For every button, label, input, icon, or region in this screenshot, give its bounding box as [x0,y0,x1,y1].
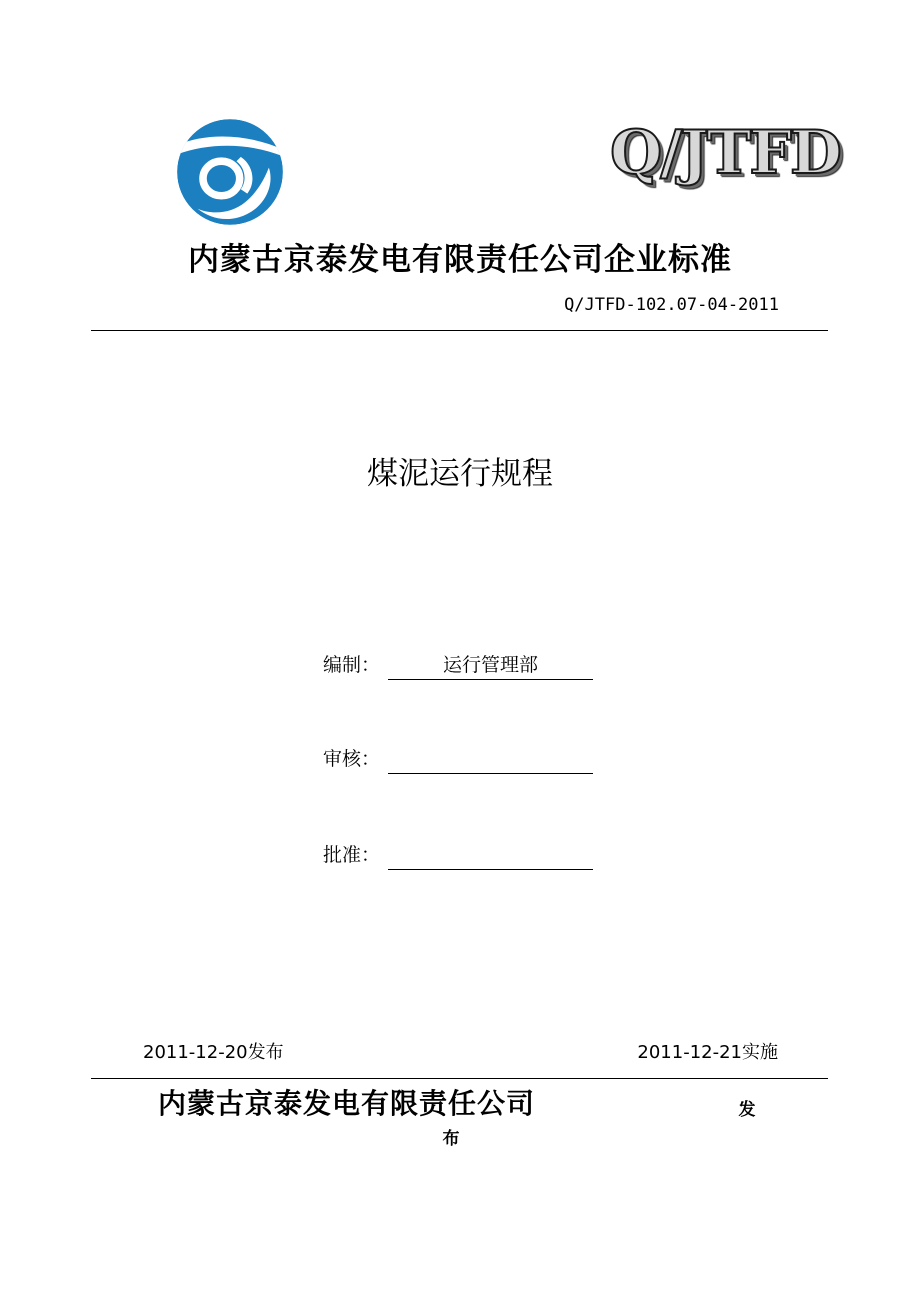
signature-field [388,744,593,774]
signature-label: 编制： [323,654,381,676]
signature-field: 运行管理部 [388,650,593,680]
header-divider [91,330,828,331]
footer-divider [91,1078,828,1079]
standard-mark: Q/JTFD [610,118,840,188]
publisher-name: 内蒙古京泰发电有限责任公司 [158,1087,536,1120]
signature-field [388,840,593,870]
document-title: 煤泥运行规程 [367,456,553,492]
company-logo [176,118,284,226]
signature-label: 审核： [323,748,381,770]
signature-label: 批准： [323,844,381,866]
document-number: Q/JTFD-102.07-04-2011 [564,295,779,315]
organization-title: 内蒙古京泰发电有限责任公司企业标准 [188,242,732,278]
publish-verb-first: 发 [738,1100,756,1120]
publish-verb-second: 布 [442,1129,460,1149]
effective-date: 2011-12-21实施 [637,1042,778,1063]
release-date: 2011-12-20发布 [143,1042,284,1063]
